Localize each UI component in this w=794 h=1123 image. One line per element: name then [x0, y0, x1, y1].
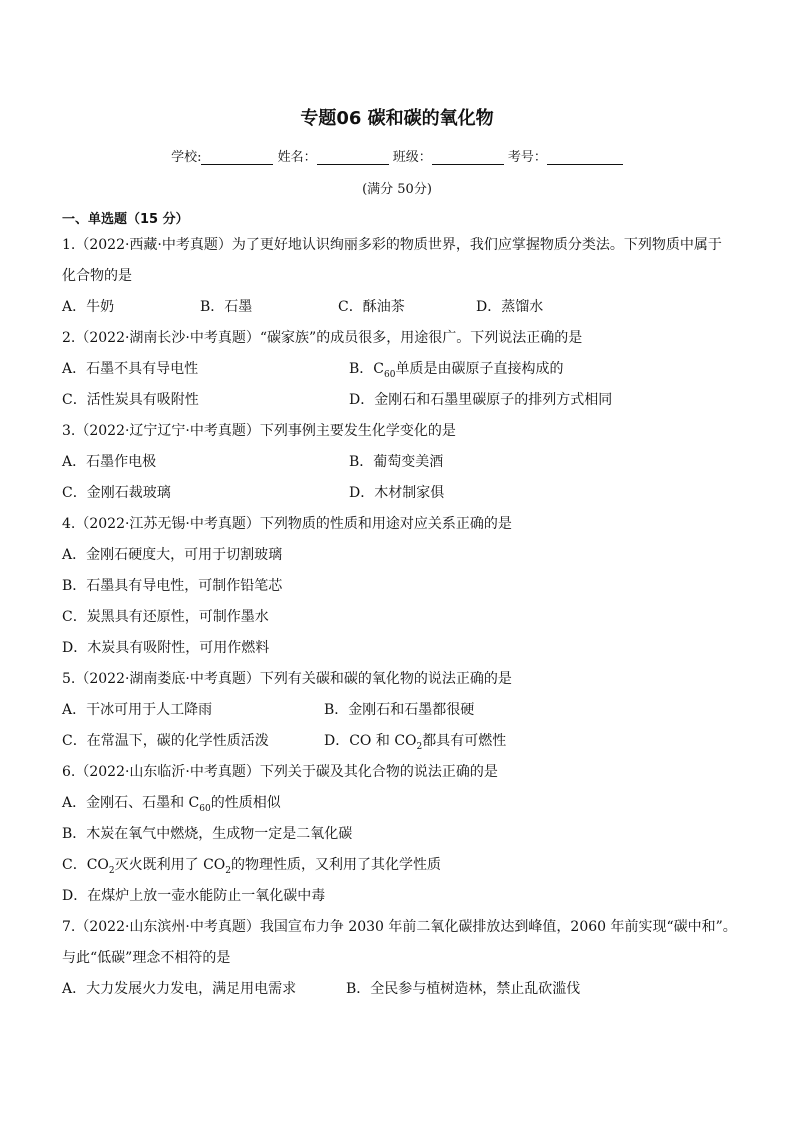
question-3-stem: 3.（2022·辽宁辽宁·中考真题）下列事例主要发生化学变化的是: [62, 423, 456, 439]
option-d[interactable]: D．在煤炉上放一壶水能防止一氧化碳中毒: [62, 888, 326, 904]
number-label: 考号：: [507, 150, 547, 165]
student-info-row: [0, 146, 794, 165]
option-b[interactable]: B．石墨: [200, 299, 253, 315]
score-note: (满分 50分): [362, 182, 432, 197]
option-d[interactable]: D．木炭具有吸附性，可用作燃料: [62, 640, 270, 656]
option-b[interactable]: B．葡萄变美酒: [349, 454, 444, 470]
question-2-stem: 2.（2022·湖南长沙·中考真题）“碳家族”的成员很多，用途很广。下列说法正确的是: [62, 330, 583, 346]
section-heading: 一、单选题（15 分）: [62, 212, 189, 227]
subscript: 60: [384, 369, 396, 380]
question-5-options-row1: [62, 695, 734, 726]
class-blank[interactable]: [432, 150, 504, 165]
number-blank[interactable]: [547, 150, 623, 165]
option-d[interactable]: D．蒸馏水: [476, 299, 544, 315]
document-title: 专题06 碳和碳的氧化物: [300, 108, 494, 129]
option-c[interactable]: C．在常温下，碳的化学性质活泼: [62, 733, 269, 749]
option-d-text-cont: 都具有可燃性: [422, 733, 507, 749]
question-2-options-row2: [62, 385, 734, 416]
option-a[interactable]: [62, 788, 734, 819]
option-b-text: B．C: [349, 361, 384, 377]
option-a-text-cont: 的性质相似: [210, 795, 281, 811]
subscript: 2: [416, 741, 423, 752]
option-b[interactable]: B．全民参与植树造林，禁止乱砍滥伐: [346, 981, 581, 997]
option-c[interactable]: C．酥油茶: [338, 299, 405, 315]
class-label: 班级：: [392, 150, 432, 165]
question-2-options-row1: [62, 354, 734, 385]
subscript: 2: [225, 865, 232, 876]
questions: [62, 230, 737, 1005]
option-c[interactable]: C．金刚石裁玻璃: [62, 485, 171, 501]
option-d[interactable]: D．金刚石和石墨里碳原子的排列方式相同: [349, 392, 613, 408]
question-4-stem: 4.（2022·江苏无锡·中考真题）下列物质的性质和用途对应关系正确的是: [62, 516, 512, 532]
option-c-text-mid: 灭火既利用了 CO: [114, 857, 226, 873]
question-1-stem-cont: 化合物的是: [62, 268, 132, 284]
question-7-stem-cont: 与此“低碳”理念不相符的是: [62, 950, 231, 966]
question-7-stem: 7.（2022·山东滨州·中考真题）我国宣布力争 2030 年前二氧化碳排放达到峰值，2060 年前实现“碳中和”。: [62, 919, 737, 935]
question-5-stem: 5.（2022·湖南娄底·中考真题）下列有关碳和碳的氧化物的说法正确的是: [62, 671, 512, 687]
option-a[interactable]: A．石墨不具有导电性: [62, 361, 199, 377]
option-b[interactable]: B．石墨具有导电性，可制作铅笔芯: [62, 578, 283, 594]
option-b[interactable]: [349, 354, 636, 385]
school-label: 学校:: [171, 150, 202, 165]
option-c-text: C．CO: [62, 857, 109, 873]
option-d[interactable]: [324, 726, 506, 757]
question-3-options-row1: [62, 447, 734, 478]
name-blank[interactable]: [317, 150, 389, 165]
option-c-text-cont: 的物理性质，又利用了其化学性质: [231, 857, 442, 873]
option-c[interactable]: C．炭黑具有还原性，可制作墨水: [62, 609, 269, 625]
subscript: 60: [199, 803, 211, 814]
name-label: 姓名：: [277, 150, 317, 165]
option-c[interactable]: [62, 850, 734, 881]
question-6-stem: 6.（2022·山东临沂·中考真题）下列关于碳及其化合物的说法正确的是: [62, 764, 498, 780]
subscript: 2: [108, 865, 115, 876]
option-a[interactable]: A．金刚石硬度大，可用于切割玻璃: [62, 547, 283, 563]
option-c[interactable]: C．活性炭具有吸附性: [62, 392, 199, 408]
option-a[interactable]: A．牛奶: [62, 299, 115, 315]
question-1-options: [62, 292, 734, 323]
school-blank[interactable]: [201, 150, 273, 165]
question-1-stem: 1.（2022·西藏·中考真题）为了更好地认识绚丽多彩的物质世界，我们应掌握物质分类法。下列物质中属于: [62, 237, 722, 253]
option-a[interactable]: A．干冰可用于人工降雨: [62, 702, 213, 718]
option-b[interactable]: B．金刚石和石墨都很硬: [324, 702, 475, 718]
option-a[interactable]: A．石墨作电极: [62, 454, 157, 470]
question-7-options: [62, 974, 734, 1005]
option-d[interactable]: D．木材制家俱: [349, 485, 445, 501]
option-a-text: A．金刚石、石墨和 C: [62, 795, 200, 811]
option-a[interactable]: A．大力发展火力发电，满足用电需求: [62, 981, 297, 997]
option-b-text-cont: 单质是由碳原子直接构成的: [395, 361, 564, 377]
option-b[interactable]: B．木炭在氧气中燃烧，生成物一定是二氧化碳: [62, 826, 353, 842]
question-3-options-row2: [62, 478, 734, 509]
question-5-options-row2: [62, 726, 734, 757]
option-d-text: D．CO 和 CO: [324, 733, 417, 749]
